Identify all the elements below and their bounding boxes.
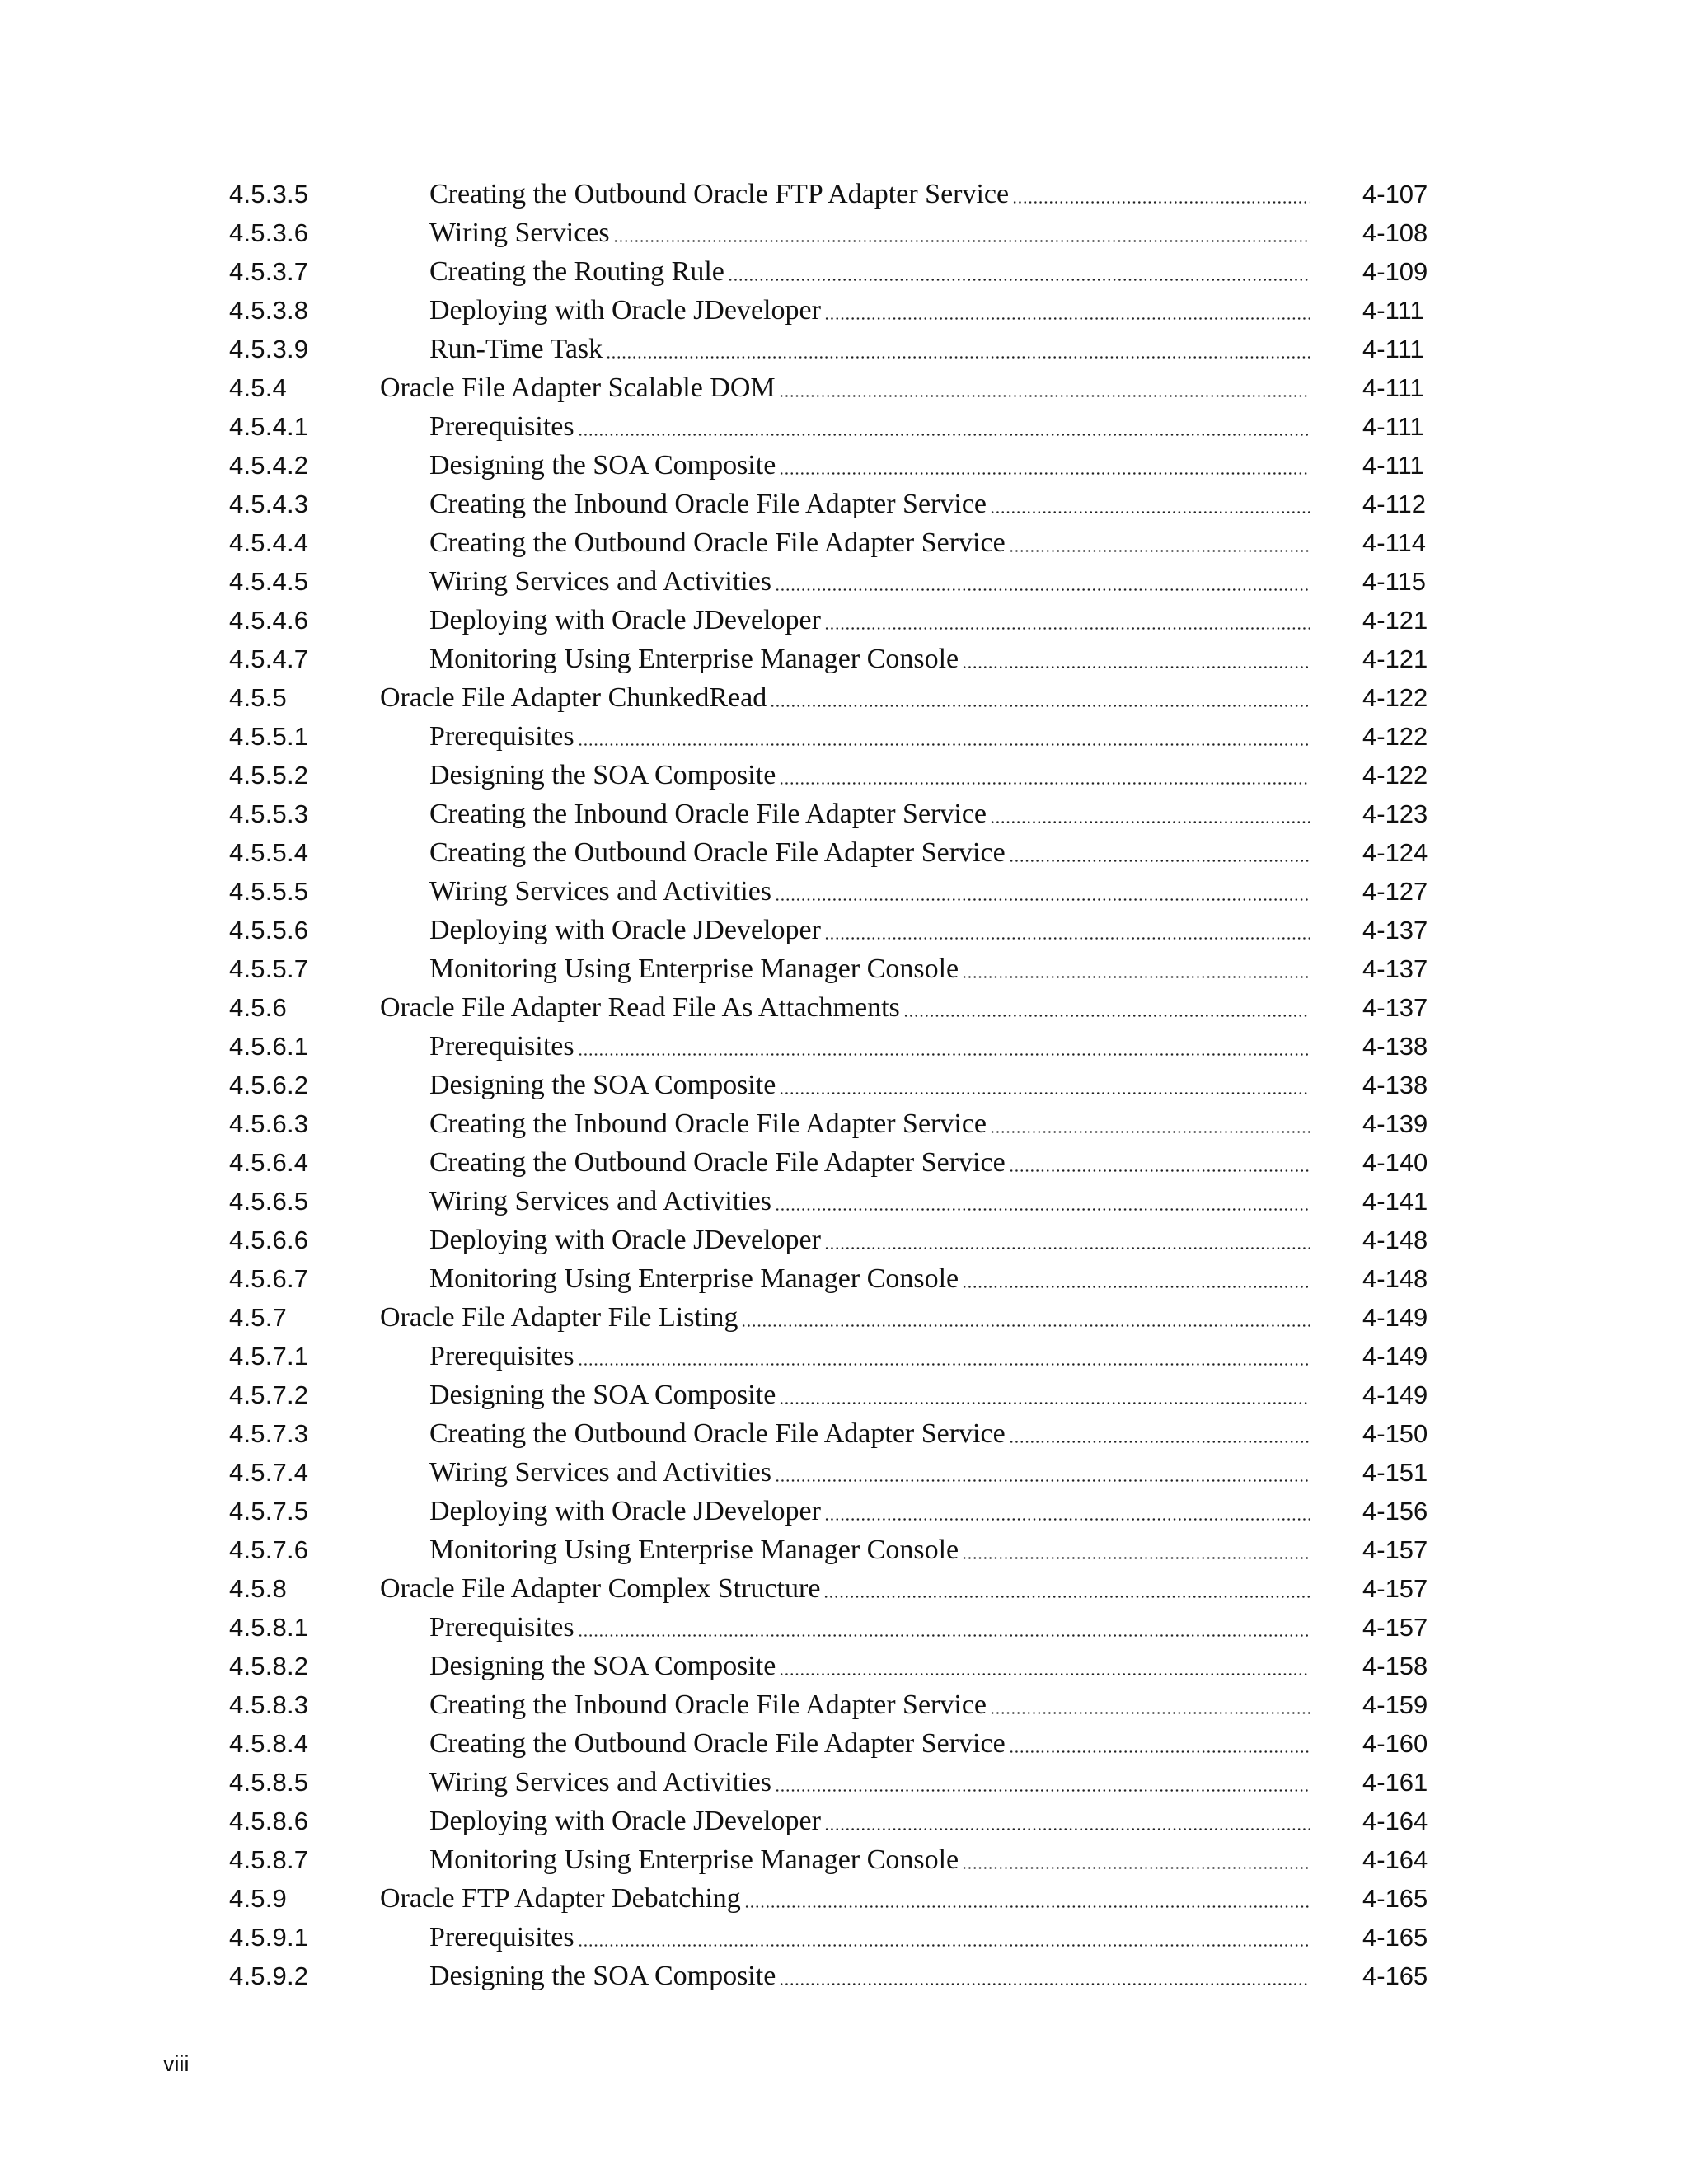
toc-entry-number: 4.5.3.6 [229,218,309,247]
toc-entry-link[interactable] [429,1259,1311,1298]
toc-entry-number: 4.5.7.6 [229,1535,309,1564]
dot-leader [1007,833,1311,872]
dot-leader [960,1259,1311,1298]
toc-entry-page[interactable]: 4-165 [1362,1884,1428,1913]
toc-entry-number: 4.5.9 [229,1884,287,1913]
toc-entry-title: Designing the SOA Composite [429,450,776,480]
toc-entry[interactable] [229,911,1449,949]
dot-leader [988,485,1311,523]
toc-entry[interactable] [229,1569,1449,1608]
toc-entry[interactable] [229,485,1449,523]
toc-entry[interactable] [229,1647,1449,1685]
toc-entry-title: Deploying with Oracle JDeveloper [429,1806,821,1836]
toc-entry-page[interactable]: 4-158 [1362,1652,1428,1680]
toc-entry[interactable] [229,252,1449,291]
toc-entry-link[interactable] [429,1840,1311,1879]
toc-entry-number: 4.5.4 [229,373,287,402]
toc-entry-number: 4.5.4.5 [229,567,309,596]
toc-entry-page[interactable]: 4-149 [1362,1380,1428,1409]
dot-leader [960,1530,1311,1569]
toc-entry[interactable] [229,1802,1449,1840]
toc-entry-title: Creating the Inbound Oracle File Adapter Service [429,1690,987,1720]
page-folio: viii [163,2051,190,2076]
toc-entry-number: 4.5.7.1 [229,1342,309,1371]
toc-entry-page[interactable]: 4-122 [1362,761,1428,790]
toc-entry[interactable] [229,1027,1449,1066]
toc-entry-link[interactable] [429,911,1311,949]
toc-entry-page[interactable]: 4-121 [1362,606,1428,635]
toc-entry-title: Oracle File Adapter Scalable DOM [380,373,776,403]
toc-entry-number: 4.5.9.2 [229,1961,309,1990]
toc-entry-number: 4.5.4.6 [229,606,309,635]
toc-entry-title: Wiring Services and Activities [429,1186,772,1216]
toc-entry[interactable] [229,1763,1449,1802]
dot-leader [988,1685,1311,1724]
toc-entry-page[interactable]: 4-138 [1362,1071,1428,1099]
table-of-contents [229,175,1449,1995]
toc-entry-title: Designing the SOA Composite [429,1961,776,1991]
toc-entry-title: Oracle File Adapter Complex Structure [380,1573,821,1604]
toc-entry-page[interactable]: 4-107 [1362,180,1428,209]
toc-entry-page[interactable]: 4-149 [1362,1342,1428,1371]
toc-entry-title: Monitoring Using Enterprise Manager Console [429,1263,959,1294]
toc-entry-link[interactable] [429,407,1311,446]
toc-entry-link[interactable] [429,601,1311,640]
dot-leader [777,756,1311,794]
toc-entry-link[interactable] [429,756,1311,794]
dot-leader [739,1298,1311,1337]
dot-leader [1007,523,1311,562]
toc-entry-title: Prerequisites [429,1612,574,1643]
toc-entry-page[interactable]: 4-140 [1362,1148,1428,1177]
toc-entry-number: 4.5.8.3 [229,1690,309,1719]
toc-entry-title: Creating the Outbound Oracle File Adapter Service [429,1418,1006,1449]
toc-entry-number: 4.5.3.7 [229,257,309,286]
toc-entry-number: 4.5.8.5 [229,1768,309,1797]
toc-entry-link[interactable] [429,1182,1311,1221]
dot-leader [777,1066,1311,1104]
toc-entry-number: 4.5.4.4 [229,528,309,557]
toc-entry[interactable] [229,988,1449,1027]
toc-entry-number: 4.5.5 [229,683,287,712]
toc-entry-page[interactable]: 4-165 [1362,1961,1428,1990]
toc-entry[interactable] [229,717,1449,756]
dot-leader [743,1879,1311,1918]
toc-entry-number: 4.5.8 [229,1574,287,1603]
toc-entry-link[interactable] [429,640,1311,678]
toc-entry-page[interactable]: 4-111 [1362,373,1424,402]
toc-entry[interactable] [229,601,1449,640]
dot-leader [960,949,1311,988]
dot-leader [823,1221,1311,1259]
toc-entry-link[interactable] [429,794,1311,833]
toc-entry-link[interactable] [380,1879,1311,1918]
toc-entry-title: Deploying with Oracle JDeveloper [429,605,821,635]
toc-entry-link[interactable] [429,1066,1311,1104]
toc-entry-page[interactable]: 4-164 [1362,1807,1428,1835]
toc-entry-title: Monitoring Using Enterprise Manager Console [429,1844,959,1875]
toc-entry-page[interactable]: 4-164 [1362,1845,1428,1874]
toc-entry[interactable] [229,833,1449,872]
toc-entry[interactable] [229,1414,1449,1453]
toc-entry-link[interactable] [429,175,1311,213]
toc-entry[interactable] [229,1685,1449,1724]
toc-entry-page[interactable]: 4-159 [1362,1690,1428,1719]
toc-entry[interactable] [229,949,1449,988]
dot-leader [988,794,1311,833]
dot-leader [1007,1724,1311,1763]
toc-entry[interactable] [229,1918,1449,1957]
dot-leader [823,911,1311,949]
toc-entry[interactable] [229,1221,1449,1259]
dot-leader [777,1376,1311,1414]
toc-entry[interactable] [229,1724,1449,1763]
toc-entry-page[interactable]: 4-161 [1362,1768,1428,1797]
toc-entry[interactable] [229,523,1449,562]
toc-entry-page[interactable]: 4-124 [1362,838,1428,867]
toc-entry-number: 4.5.4.1 [229,412,309,441]
toc-entry-title: Monitoring Using Enterprise Manager Console [429,644,959,674]
toc-entry-page[interactable]: 4-157 [1362,1574,1428,1603]
toc-entry-page[interactable]: 4-112 [1362,490,1426,518]
toc-entry-link[interactable] [380,678,1311,717]
toc-entry-link[interactable] [429,562,1311,601]
toc-entry-title: Prerequisites [429,411,574,442]
toc-entry-title: Creating the Outbound Oracle File Adapter Service [429,1728,1006,1759]
toc-entry-title: Oracle File Adapter ChunkedRead [380,682,767,713]
toc-entry-page[interactable]: 4-151 [1362,1458,1428,1487]
toc-entry-link[interactable] [429,1453,1311,1492]
toc-entry[interactable] [229,1337,1449,1376]
toc-entry-title: Designing the SOA Composite [429,1651,776,1681]
toc-entry-page[interactable]: 4-149 [1362,1303,1428,1332]
toc-entry-page[interactable]: 4-111 [1362,335,1424,363]
dot-leader [576,1608,1311,1647]
toc-entry-link[interactable] [429,1724,1311,1763]
toc-entry-title: Oracle File Adapter Read File As Attachments [380,992,900,1023]
dot-leader [777,446,1311,485]
toc-entry-page[interactable]: 4-157 [1362,1613,1428,1642]
dot-leader [902,988,1311,1027]
toc-entry[interactable] [229,1492,1449,1530]
toc-entry[interactable] [229,1259,1449,1298]
dot-leader [604,330,1311,368]
toc-entry-page[interactable]: 4-108 [1362,218,1428,247]
toc-entry[interactable] [229,213,1449,252]
toc-entry-link[interactable] [429,1685,1311,1724]
toc-entry-link[interactable] [429,1221,1311,1259]
toc-entry-page[interactable]: 4-139 [1362,1109,1428,1138]
dot-leader [823,1802,1311,1840]
toc-entry-link[interactable] [429,1027,1311,1066]
toc-entry-title: Creating the Outbound Oracle FTP Adapter Service [429,179,1010,209]
dot-leader [823,601,1311,640]
toc-entry-number: 4.5.8.7 [229,1845,309,1874]
toc-entry[interactable] [229,330,1449,368]
toc-entry-number: 4.5.8.4 [229,1729,309,1758]
toc-entry-number: 4.5.4.2 [229,451,309,480]
toc-entry-page[interactable]: 4-137 [1362,916,1428,944]
toc-entry[interactable] [229,1453,1449,1492]
toc-entry-number: 4.5.6.7 [229,1264,309,1293]
toc-entry[interactable] [229,1066,1449,1104]
toc-entry-title: Oracle FTP Adapter Debatching [380,1883,741,1914]
toc-entry-title: Wiring Services [429,218,610,248]
toc-entry-title: Prerequisites [429,1341,574,1371]
dot-leader [576,1027,1311,1066]
toc-entry-number: 4.5.6.1 [229,1032,309,1061]
toc-entry-number: 4.5.6.5 [229,1187,309,1216]
dot-leader [773,872,1311,911]
toc-entry-number: 4.5.7.4 [229,1458,309,1487]
toc-entry[interactable] [229,794,1449,833]
toc-entry-title: Oracle File Adapter File Listing [380,1302,738,1333]
toc-entry-page[interactable]: 4-121 [1362,644,1428,673]
toc-entry-title: Run-Time Task [429,334,603,364]
toc-entry-number: 4.5.3.8 [229,296,309,325]
dot-leader [960,1840,1311,1879]
toc-entry-page[interactable]: 4-111 [1362,412,1424,441]
toc-entry-number: 4.5.5.6 [229,916,309,944]
toc-entry-link[interactable] [380,1569,1311,1608]
toc-entry-page[interactable]: 4-127 [1362,877,1428,906]
dot-leader [768,678,1311,717]
toc-entry-title: Deploying with Oracle JDeveloper [429,1225,821,1255]
toc-entry-link[interactable] [429,213,1311,252]
toc-entry-page[interactable]: 4-111 [1362,296,1424,325]
dot-leader [960,640,1311,678]
toc-entry-page[interactable]: 4-122 [1362,722,1428,751]
toc-entry-link[interactable] [429,1104,1311,1143]
toc-entry-link[interactable] [380,1298,1311,1337]
toc-entry-title: Wiring Services and Activities [429,566,772,597]
toc-entry[interactable] [229,1182,1449,1221]
toc-entry-link[interactable] [429,1802,1311,1840]
toc-entry-number: 4.5.8.6 [229,1807,309,1835]
toc-entry-link[interactable] [380,988,1311,1027]
toc-entry-title: Monitoring Using Enterprise Manager Console [429,1535,959,1565]
toc-entry-number: 4.5.5.4 [229,838,309,867]
toc-entry-link[interactable] [429,1530,1311,1569]
toc-entry[interactable] [229,1957,1449,1995]
toc-entry-number: 4.5.3.5 [229,180,309,209]
toc-entry-title: Prerequisites [429,1922,574,1952]
toc-entry-title: Wiring Services and Activities [429,1457,772,1488]
toc-entry-link[interactable] [429,1763,1311,1802]
toc-entry-number: 4.5.5.2 [229,761,309,790]
toc-entry[interactable] [229,1608,1449,1647]
dot-leader [988,1104,1311,1143]
dot-leader [773,1763,1311,1802]
dot-leader [777,1647,1311,1685]
toc-entry-number: 4.5.8.2 [229,1652,309,1680]
toc-entry[interactable] [229,1143,1449,1182]
toc-entry-page[interactable]: 4-109 [1362,257,1428,286]
toc-entry-link[interactable] [429,949,1311,988]
toc-entry-page[interactable]: 4-137 [1362,993,1428,1022]
toc-entry-page[interactable]: 4-115 [1362,567,1426,596]
toc-entry-page[interactable]: 4-123 [1362,799,1428,828]
dot-leader [777,1957,1311,1995]
toc-entry-number: 4.5.9.1 [229,1923,309,1952]
toc-entry-title: Wiring Services and Activities [429,1767,772,1797]
toc-entry-number: 4.5.7 [229,1303,287,1332]
toc-entry-link[interactable] [429,1414,1311,1453]
dot-leader [612,213,1311,252]
dot-leader [576,1337,1311,1376]
dot-leader [726,252,1311,291]
toc-entry[interactable] [229,872,1449,911]
toc-entry-page[interactable]: 4-165 [1362,1923,1428,1952]
toc-entry-link[interactable] [429,1918,1311,1957]
toc-entry-title: Creating the Routing Rule [429,256,724,287]
dot-leader [1010,175,1311,213]
toc-entry[interactable] [229,640,1449,678]
dot-leader [576,407,1311,446]
toc-entry-title: Designing the SOA Composite [429,1380,776,1410]
toc-entry-link[interactable] [380,368,1311,407]
toc-entry-link[interactable] [429,523,1311,562]
toc-entry-page[interactable]: 4-137 [1362,954,1428,983]
toc-entry[interactable] [229,291,1449,330]
toc-entry-number: 4.5.7.2 [229,1380,309,1409]
toc-entry-page[interactable]: 4-150 [1362,1419,1428,1448]
toc-entry[interactable] [229,407,1449,446]
toc-entry-number: 4.5.6.2 [229,1071,309,1099]
toc-entry-number: 4.5.5.7 [229,954,309,983]
dot-leader [576,1918,1311,1957]
toc-entry-title: Creating the Outbound Oracle File Adapter Service [429,1147,1006,1178]
toc-entry-link[interactable] [429,1337,1311,1376]
toc-entry[interactable] [229,756,1449,794]
toc-entry[interactable] [229,446,1449,485]
toc-entry-page[interactable]: 4-141 [1362,1187,1428,1216]
dot-leader [773,1453,1311,1492]
toc-entry-number: 4.5.7.3 [229,1419,309,1448]
toc-entry[interactable] [229,678,1449,717]
dot-leader [1007,1414,1311,1453]
toc-entry-number: 4.5.6.6 [229,1226,309,1254]
toc-entry-link[interactable] [429,872,1311,911]
toc-entry-number: 4.5.6.3 [229,1109,309,1138]
toc-entry-link[interactable] [429,485,1311,523]
toc-entry-title: Deploying with Oracle JDeveloper [429,1496,821,1526]
toc-entry-title: Prerequisites [429,721,574,752]
dot-leader [773,1182,1311,1221]
toc-entry-title: Creating the Outbound Oracle File Adapter Service [429,837,1006,868]
toc-entry[interactable] [229,1840,1449,1879]
toc-entry-link[interactable] [429,1376,1311,1414]
toc-entry-number: 4.5.8.1 [229,1613,309,1642]
toc-entry-number: 4.5.7.5 [229,1497,309,1526]
toc-entry-title: Designing the SOA Composite [429,760,776,790]
toc-entry-title: Creating the Inbound Oracle File Adapter Service [429,489,987,519]
toc-entry-link[interactable] [429,446,1311,485]
toc-entry[interactable] [229,175,1449,213]
toc-entry-page[interactable]: 4-160 [1362,1729,1428,1758]
toc-entry-page[interactable]: 4-148 [1362,1226,1428,1254]
toc-entry-number: 4.5.5.3 [229,799,309,828]
toc-entry-page[interactable]: 4-111 [1362,451,1424,480]
toc-entry-link[interactable] [429,330,1311,368]
toc-entry[interactable] [229,1104,1449,1143]
toc-entry[interactable] [229,1376,1449,1414]
toc-entry-number: 4.5.6 [229,993,287,1022]
toc-entry[interactable] [229,368,1449,407]
dot-leader [822,1569,1311,1608]
toc-entry[interactable] [229,1879,1449,1918]
toc-entry-page[interactable]: 4-138 [1362,1032,1428,1061]
toc-entry-title: Wiring Services and Activities [429,876,772,907]
toc-entry-page[interactable]: 4-148 [1362,1264,1428,1293]
toc-entry-link[interactable] [429,252,1311,291]
toc-entry-title: Creating the Outbound Oracle File Adapter Service [429,527,1006,558]
toc-entry[interactable] [229,562,1449,601]
dot-leader [576,717,1311,756]
dot-leader [823,291,1311,330]
toc-entry[interactable] [229,1298,1449,1337]
dot-leader [773,562,1311,601]
toc-entry-number: 4.5.4.7 [229,644,309,673]
toc-entry-link[interactable] [429,1608,1311,1647]
toc-entry-number: 4.5.5.5 [229,877,309,906]
toc-entry-number: 4.5.3.9 [229,335,309,363]
toc-entry-title: Deploying with Oracle JDeveloper [429,295,821,326]
toc-entry-title: Designing the SOA Composite [429,1070,776,1100]
toc-entry-page[interactable]: 4-114 [1362,528,1426,557]
toc-entry-number: 4.5.5.1 [229,722,309,751]
dot-leader [1007,1143,1311,1182]
toc-entry-title: Creating the Inbound Oracle File Adapter Service [429,799,987,829]
toc-entry-link[interactable] [429,833,1311,872]
toc-entry-link[interactable] [429,717,1311,756]
toc-entry-link[interactable] [429,291,1311,330]
toc-entry-title: Prerequisites [429,1031,574,1062]
toc-entry-link[interactable] [429,1957,1311,1995]
toc-entry-link[interactable] [429,1492,1311,1530]
dot-leader [823,1492,1311,1530]
toc-entry[interactable] [229,1530,1449,1569]
toc-entry-number: 4.5.6.4 [229,1148,309,1177]
toc-entry-page[interactable]: 4-157 [1362,1535,1428,1564]
toc-entry-title: Monitoring Using Enterprise Manager Console [429,954,959,984]
toc-entry-page[interactable]: 4-122 [1362,683,1428,712]
toc-entry-title: Deploying with Oracle JDeveloper [429,915,821,945]
toc-entry-page[interactable]: 4-156 [1362,1497,1428,1526]
toc-entry-link[interactable] [429,1143,1311,1182]
toc-entry-title: Creating the Inbound Oracle File Adapter Service [429,1108,987,1139]
toc-entry-link[interactable] [429,1647,1311,1685]
dot-leader [777,368,1311,407]
toc-entry-number: 4.5.4.3 [229,490,309,518]
